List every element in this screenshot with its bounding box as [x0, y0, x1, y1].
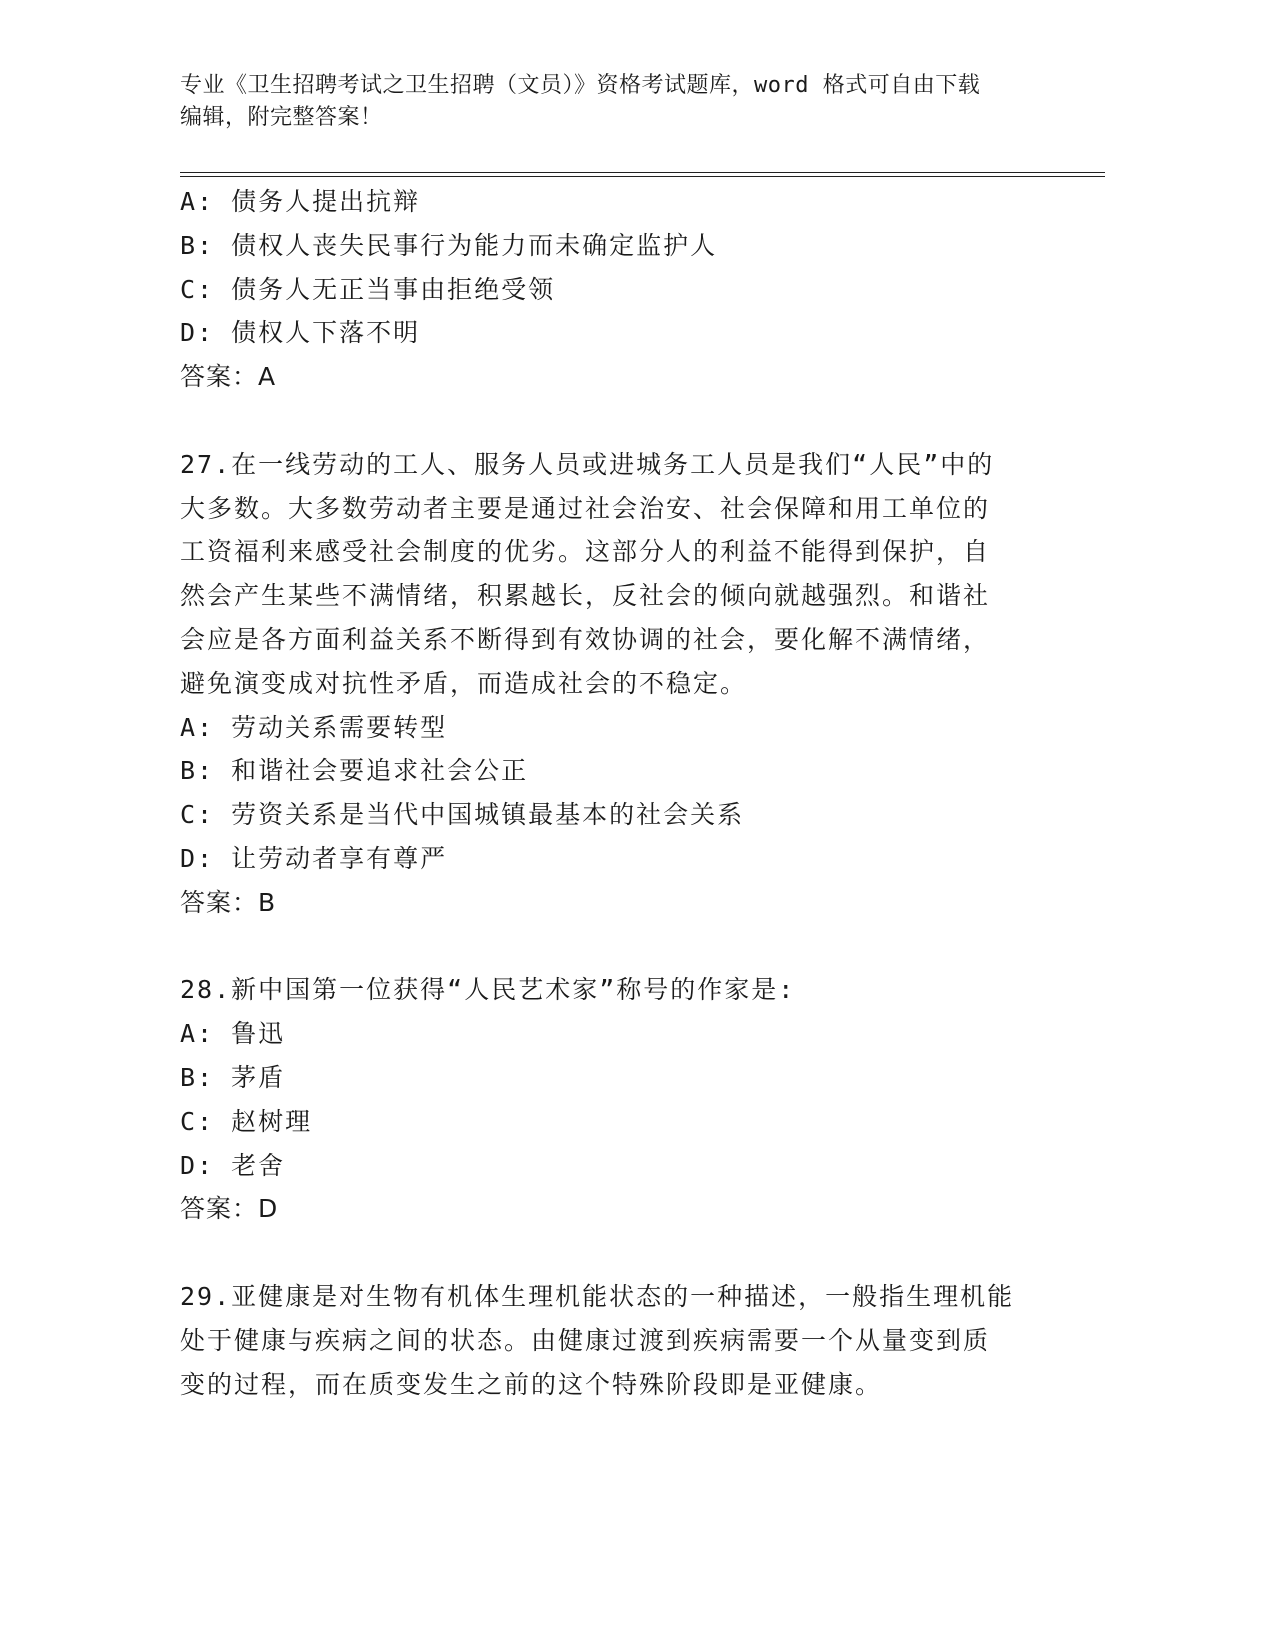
option-b: B: 茅盾 — [180, 1062, 286, 1092]
header-line-2: 编辑，附完整答案！ — [180, 105, 383, 130]
option-c: C: 劳资关系是当代中国城镇最基本的社会关系 — [180, 800, 745, 830]
option-b: B: 债权人丧失民事行为能力而未确定监护人 — [180, 230, 718, 260]
option-a: A: 劳动关系需要转型 — [180, 712, 448, 742]
option-a: A: 债务人提出抗辩 — [180, 187, 421, 216]
question-stem-line: 会应是各方面利益关系不断得到有效协调的社会，要化解不满情绪， — [180, 624, 991, 654]
option-b: B: 和谐社会要追求社会公正 — [180, 756, 529, 786]
question-stem-line: 避免演变成对抗性矛盾，而造成社会的不稳定。 — [180, 668, 748, 698]
header-line-1: 专业《卫生招聘考试之卫生招聘（文员）》资格考试题库，word 格式可自由下载 — [180, 73, 981, 98]
question-stem-line: 变的过程，而在质变发生之前的这个特殊阶段即是亚健康。 — [180, 1369, 883, 1399]
answer: 答案：A — [180, 362, 277, 392]
option-d: D: 债权人下落不明 — [180, 318, 421, 348]
question-stem-line: 27.在一线劳动的工人、服务人员或进城务工人员是我们“人民”中的 — [180, 449, 995, 479]
question-29 — [180, 1275, 1040, 1406]
question-list — [180, 180, 1040, 1406]
question-stem-line: 然会产生某些不满情绪，积累越长，反社会的倾向就越强烈。和谐社 — [180, 581, 991, 611]
spacer — [180, 925, 1040, 969]
option-d: D: 老舍 — [180, 1150, 286, 1180]
header-divider — [180, 172, 1105, 177]
question-27 — [180, 443, 1040, 925]
page-header — [180, 70, 1060, 134]
option-c: C: 赵树理 — [180, 1106, 313, 1136]
question-stem-line: 29.亚健康是对生物有机体生理机能状态的一种描述，一般指生理机能 — [180, 1281, 1015, 1311]
answer: 答案：D — [180, 1194, 279, 1224]
question-stem-line: 处于健康与疾病之间的状态。由健康过渡到疾病需要一个从量变到质 — [180, 1325, 991, 1355]
spacer — [180, 399, 1040, 443]
spacer — [180, 1231, 1040, 1275]
option-a: A: 鲁迅 — [180, 1019, 286, 1049]
question-stem-line: 大多数。大多数劳动者主要是通过社会治安、社会保障和用工单位的 — [180, 493, 991, 523]
question-stem-line: 工资福利来感受社会制度的优劣。这部分人的利益不能得到保护，自 — [180, 537, 991, 567]
question-26 — [180, 180, 1040, 399]
option-d: D: 让劳动者享有尊严 — [180, 843, 448, 873]
option-c: C: 债务人无正当事由拒绝受领 — [180, 274, 556, 304]
question-28 — [180, 968, 1040, 1231]
answer: 答案：B — [180, 887, 277, 917]
question-stem: 28.新中国第一位获得“人民艺术家”称号的作家是: — [180, 975, 796, 1005]
